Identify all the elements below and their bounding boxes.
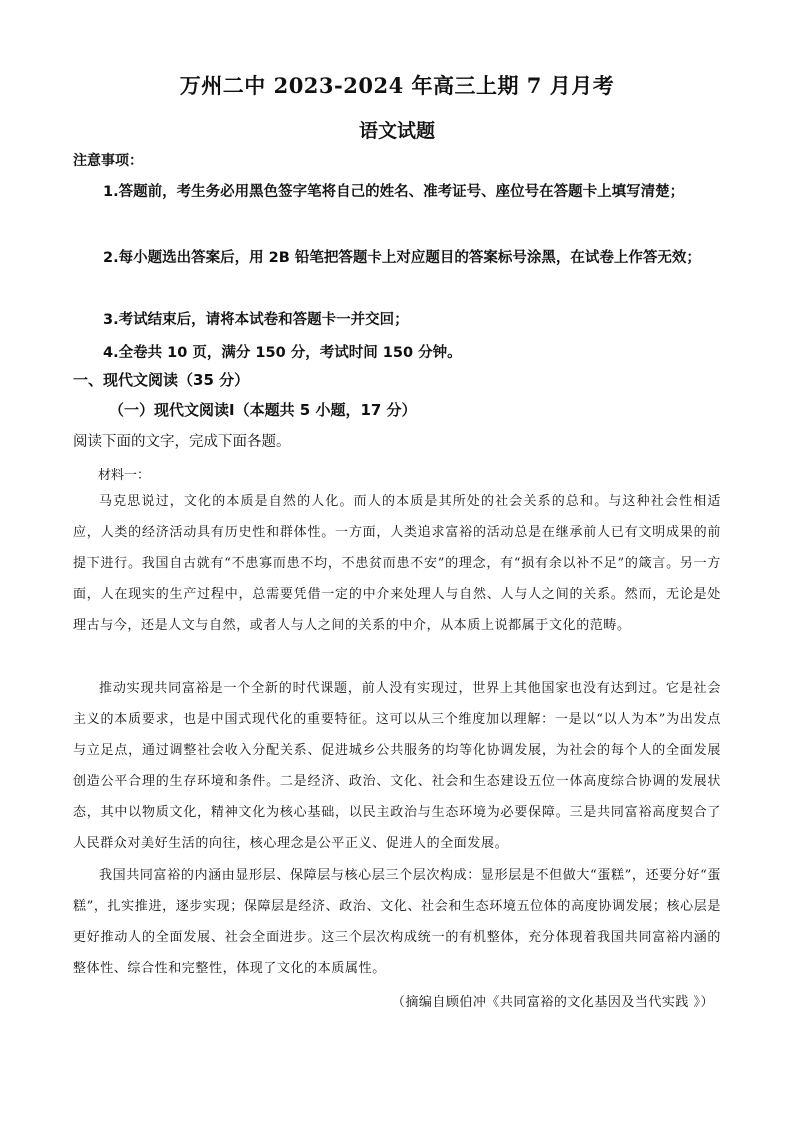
note-item: 1.答题前，考生务必用黑色签字笔将自己的姓名、准考证号、座位号在答题卡上填写清楚； [103,184,685,200]
reading-instruction: 阅读下面的文字，完成下面各题。 [73,434,291,450]
material-paragraph: 马克思说过，文化的本质是自然的人化。而人的本质是其所处的社会关系的总和。与这种社会性相适应，人类的经济活动具有历史性和群体性。一方面，人类追求富裕的活动总是在继承前人已有文明成果的前提下进行。我国自古就有“不患寡而患不均，不患贫而患不安”的理念，有“损有余以补不足”的箴言。另一方面，人在现实的生产过程中，总需要凭借一定的中介来处理人与自然、人与人之间的关系。然而，无论是处理古与今，还是人文与自然，或者人与人之间的关系的中介，从本质上说都属于文化的范畴。 [73,494,721,633]
source-citation: （摘编自顾伯冲《共同富裕的文化基因及当代实践 》） [391,995,714,1010]
material-label: 材料一： [98,468,151,483]
note-item: 3.考试结束后，请将本试卷和答题卡一并交回； [103,312,409,328]
note-item: 4.全卷共 10 页，满分 150 分，考试时间 150 分钟。 [103,345,462,361]
exam-subtitle: 语文试题 [358,120,435,142]
material-paragraph: 推动实现共同富裕是一个全新的时代课题，前人没有实现过，世界上其他国家也没有达到过。它是社会主义的本质要求，也是中国式现代化的重要特征。这可以从三个维度加以理解：一是以“以人为本”为出发点与立足点，通过调整社会收入分配关系、促进城乡公共服务的均等化协调发展，为社会的每个人的全面发展创造公平合理的生存环境和条件。二是经济、政治、文化、社会和生态建设五位一体高度综合协调的发展状态，其中以物质文化，精神文化为核心基础，以民主政治与生态环境为必要保障。三是共同富裕高度契合了人民群众对美好生活的向往，核心理念是公平正义、促进人的全面发展。 [73,681,721,851]
section-subheading: （一）现代文阅读Ⅰ（本题共 5 小题，17 分） [109,401,417,419]
section-heading: 一、现代文阅读（35 分） [73,371,250,389]
notes-heading: 注意事项： [73,153,143,169]
material-paragraph: 我国共同富裕的内涵由显形层、保障层与核心层三个层次构成：显形层是不但做大“蛋糕”，还要分好“蛋糕”，扎实推进，逐步实现；保障层是经济、政治、文化、社会和生态环境五位体的高度协调发展；核心层是更好推动人的全面发展、社会全面进步。这三个层次构成统一的有机整体，充分体现着我国共同富裕内涵的整体性、综合性和完整性，体现了文化的本质属性。 [73,868,721,976]
exam-title: 万州二中 2023-2024 年高三上期 7 月月考 [179,73,615,98]
note-item: 2.每小题选出答案后，用 2B 铅笔把答题卡上对应题目的答案标号涂黑，在试卷上作答无效； [103,250,701,266]
